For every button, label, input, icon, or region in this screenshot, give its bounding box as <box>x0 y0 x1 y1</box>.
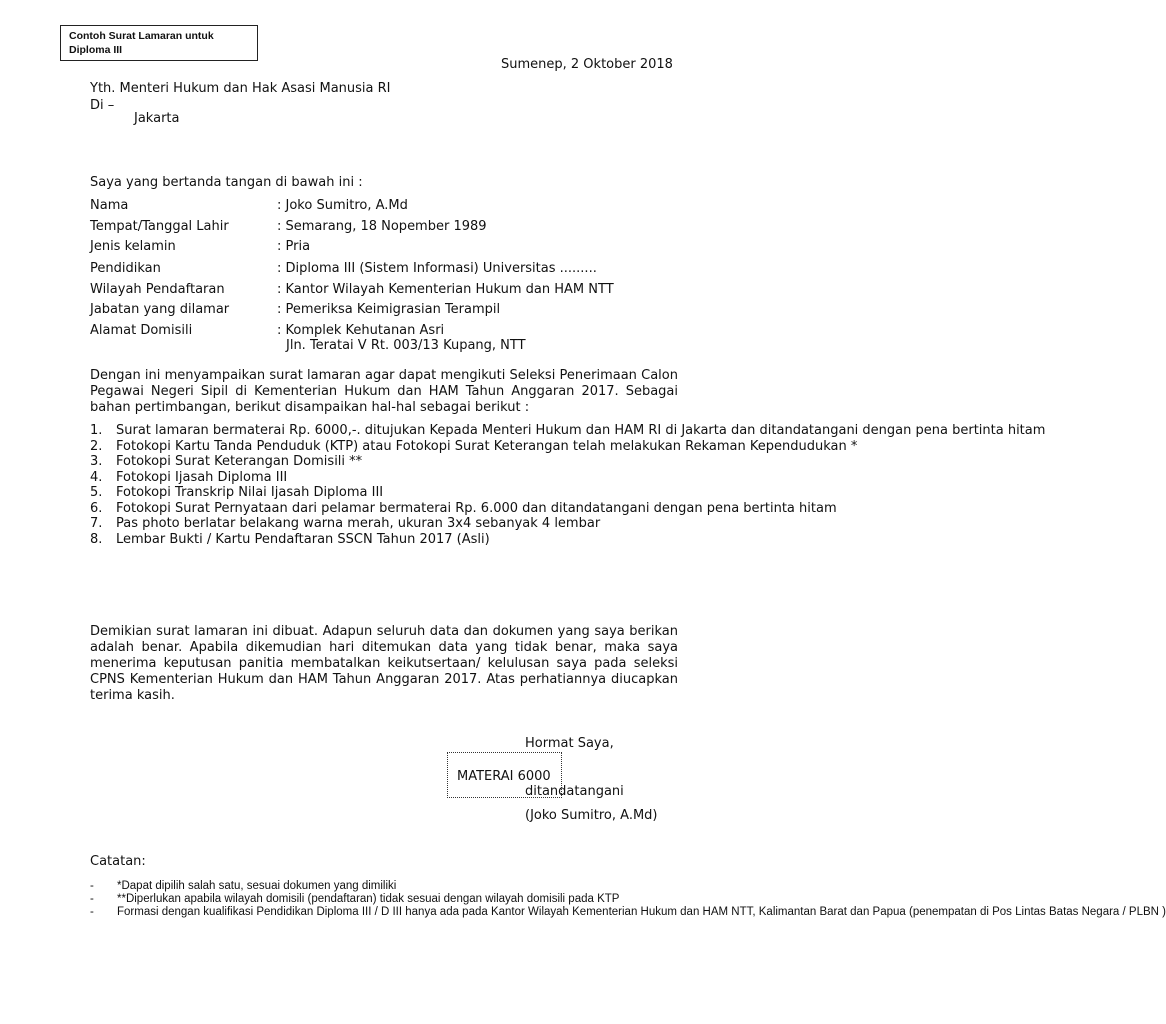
field-label: Jenis kelamin <box>90 239 176 254</box>
field-value: : Joko Sumitro, A.Md <box>277 198 408 213</box>
recipient-line-1: Yth. Menteri Hukum dan Hak Asasi Manusia RI <box>90 81 391 96</box>
signed-text: ditandatangani <box>525 784 624 799</box>
intro-text: Saya yang bertanda tangan di bawah ini : <box>90 175 363 190</box>
field-label: Jabatan yang dilamar <box>90 302 230 317</box>
paragraph-opening: Dengan ini menyampaikan surat lamaran agar dapat mengikuti Seleksi Penerimaan Calon Pegawai Negeri Sipil di Kementerian Hukum dan HAM Tahun Anggaran 2017. Sebagai bahan pertimbangan, berikut disampaikan hal-hal sebagai berikut : <box>90 368 678 415</box>
list-item: 6. Fotokopi Surat Pernyataan dari pelamar bermaterai Rp. 6.000 dan ditandatangani dengan pena bertinta hitam <box>90 500 837 516</box>
list-item: 5. Fotokopi Transkrip Nilai Ijasah Diploma III <box>90 485 384 500</box>
field-value: : Pemeriksa Keimigrasian Terampil <box>277 302 501 317</box>
requirements-list <box>90 423 1046 547</box>
field-value: : Komplek Kehutanan Asri <box>277 323 445 338</box>
signatory-name: (Joko Sumitro, A.Md) <box>525 808 658 823</box>
stamp-text: MATERAI 6000 <box>457 769 551 784</box>
note-item: - Formasi dengan kualifikasi Pendidikan Diploma III / D III hanya ada pada Kantor Wilayah Kementerian Hukum dan HAM NTT, Kalimantan Barat dan Papua (penempatan di Pos Lintas Batas Negara / PLBN ) <box>90 906 1166 918</box>
list-item: 2. Fotokopi Kartu Tanda Penduduk (KTP) atau Fotokopi Surat Keterangan telah melakukan Rekaman Kependudukan * <box>90 438 858 454</box>
list-item: 8. Lembar Bukti / Kartu Pendaftaran SSCN Tahun 2017 (Asli) <box>90 531 490 547</box>
date-line: Sumenep, 2 Oktober 2018 <box>501 57 673 72</box>
field-value: : Pria <box>277 239 311 254</box>
note-item: - *Dapat dipilih salah satu, sesuai dokumen yang dimiliki <box>90 880 397 892</box>
field-value: : Kantor Wilayah Kementerian Hukum dan HAM NTT <box>277 282 614 297</box>
list-item: 1. Surat lamaran bermaterai Rp. 6000,-. ditujukan Kepada Menteri Hukum dan HAM RI di Jakarta dan ditandatangani dengan pena bertinta hitam <box>90 423 1046 438</box>
list-item: 7. Pas photo berlatar belakang warna merah, ukuran 3x4 sebanyak 4 lembar <box>90 516 601 531</box>
field-label: Wilayah Pendaftaran <box>90 282 225 297</box>
closing-salutation: Hormat Saya, <box>525 736 614 751</box>
document-label-box: Contoh Surat Lamaran untuk Diploma III <box>60 25 258 61</box>
field-label: Pendidikan <box>90 261 161 276</box>
field-label: Nama <box>90 198 129 213</box>
notes-list <box>90 880 1166 919</box>
paragraph-closing: Demikian surat lamaran ini dibuat. Adapun seluruh data dan dokumen yang saya berikan adalah benar. Apabila dikemudian hari ditemukan data yang tidak benar, maka saya menerima keputusan panitia membatalkan keikutsertaan/ kelulusan saya pada seleksi CPNS Kementerian Hukum dan HAM Tahun Anggaran 2017. Atas perhatiannya diucapkan terima kasih. <box>90 624 678 703</box>
list-item: 4. Fotokopi Ijasah Diploma III <box>90 469 288 485</box>
recipient-city: Jakarta <box>134 111 180 126</box>
recipient-line-2: Di – <box>90 98 115 113</box>
notes-title: Catatan: <box>90 854 146 869</box>
field-label: Alamat Domisili <box>90 323 193 338</box>
field-value: : Diploma III (Sistem Informasi) Universitas ......... <box>277 261 597 276</box>
field-value-continued: Jln. Teratai V Rt. 003/13 Kupang, NTT <box>286 338 526 353</box>
field-value: : Semarang, 18 Nopember 1989 <box>277 219 487 234</box>
list-item: 3. Fotokopi Surat Keterangan Domisili ** <box>90 454 363 469</box>
note-item: - **Diperlukan apabila wilayah domisili (pendaftaran) tidak sesuai dengan wilayah domisili pada KTP <box>90 893 620 905</box>
field-label: Tempat/Tanggal Lahir <box>90 219 229 234</box>
